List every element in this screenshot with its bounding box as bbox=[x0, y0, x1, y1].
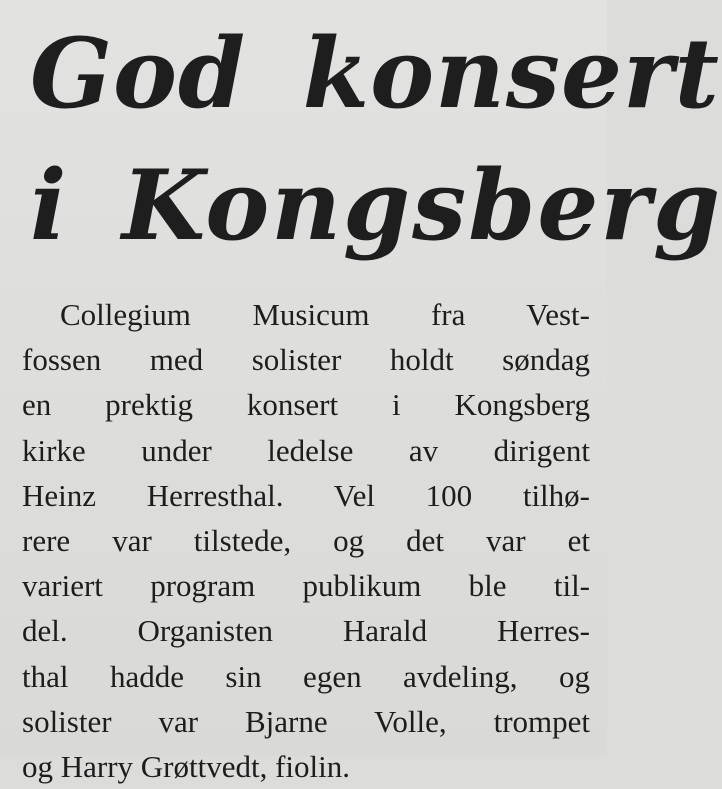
body-line: del. Organisten Harald Herres- bbox=[22, 613, 590, 649]
body-line: en prektig konsert i Kongsberg bbox=[22, 387, 590, 423]
body-line: variert program publikum ble til- bbox=[22, 568, 590, 604]
body-line: solister var Bjarne Volle, trompet bbox=[22, 703, 590, 739]
body-line: rere var tilstede, og det var et bbox=[22, 522, 590, 558]
body-line: thal hadde sin egen avdeling, og bbox=[22, 658, 590, 694]
body-line: Collegium Musicum fra Vest- bbox=[60, 297, 590, 332]
body-line: kirke under ledelse av dirigent bbox=[22, 432, 590, 468]
body-line: fossen med solister holdt søndag bbox=[22, 342, 590, 378]
body-line: Heinz Herresthal. Vel 100 tilhø- bbox=[22, 477, 590, 513]
headline bbox=[30, 8, 722, 272]
headline-line-2: i Kongsberg bbox=[30, 149, 722, 262]
article-body bbox=[22, 292, 590, 789]
headline-line-1: God konsert bbox=[30, 17, 720, 130]
body-line: og Harry Grøttvedt, fiolin. bbox=[22, 748, 351, 784]
